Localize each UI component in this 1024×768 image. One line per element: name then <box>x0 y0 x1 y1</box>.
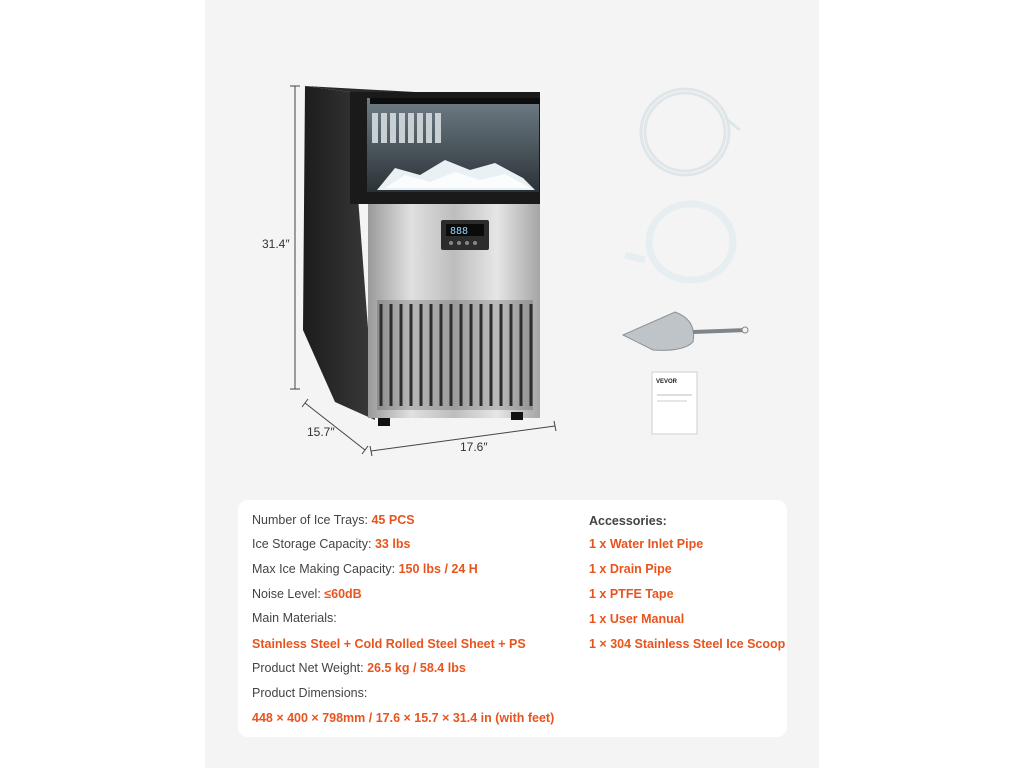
manual-brand: VEVOR <box>656 379 678 385</box>
accessory-item: 1 x Water Inlet Pipe <box>589 537 704 551</box>
specs-card <box>238 500 787 737</box>
drain-pipe <box>625 204 733 280</box>
depth-dimension: 15.7″ <box>307 425 335 439</box>
accessories-title: Accessories: <box>589 514 667 528</box>
spec-trays: Number of Ice Trays: 45 PCS <box>252 513 415 527</box>
display-readout: 888 <box>450 226 469 237</box>
spec-storage: Ice Storage Capacity: 33 lbs <box>252 537 411 551</box>
spec-dims-label: Product Dimensions: <box>252 686 368 700</box>
spec-materials-label: Main Materials: <box>252 611 337 625</box>
ice-scoop <box>623 312 748 350</box>
accessory-item: 1 × 304 Stainless Steel Ice Scoop <box>589 637 786 651</box>
user-manual <box>652 372 697 434</box>
product-image-area <box>205 0 819 495</box>
spec-weight: Product Net Weight: 26.5 kg / 58.4 lbs <box>252 661 466 675</box>
spec-making: Max Ice Making Capacity: 150 lbs / 24 H <box>252 562 478 576</box>
spec-noise: Noise Level: ≤60dB <box>252 587 362 601</box>
height-dimension: 31.4″ <box>262 237 290 251</box>
accessory-item: 1 x Drain Pipe <box>589 562 672 576</box>
vent-grille <box>377 300 533 410</box>
product-panel <box>205 0 819 768</box>
accessory-item: 1 x PTFE Tape <box>589 587 674 601</box>
spec-materials-value: Stainless Steel + Cold Rolled Steel Sheet + PS <box>252 637 526 651</box>
width-dimension: 17.6″ <box>460 440 488 454</box>
ice-machine <box>303 86 540 426</box>
accessory-item: 1 x User Manual <box>589 612 685 626</box>
spec-dims-value: 448 × 400 × 798mm / 17.6 × 15.7 × 31.4 in (with feet) <box>252 711 555 725</box>
product-illustration <box>205 0 819 495</box>
water-inlet-pipe <box>641 89 740 175</box>
